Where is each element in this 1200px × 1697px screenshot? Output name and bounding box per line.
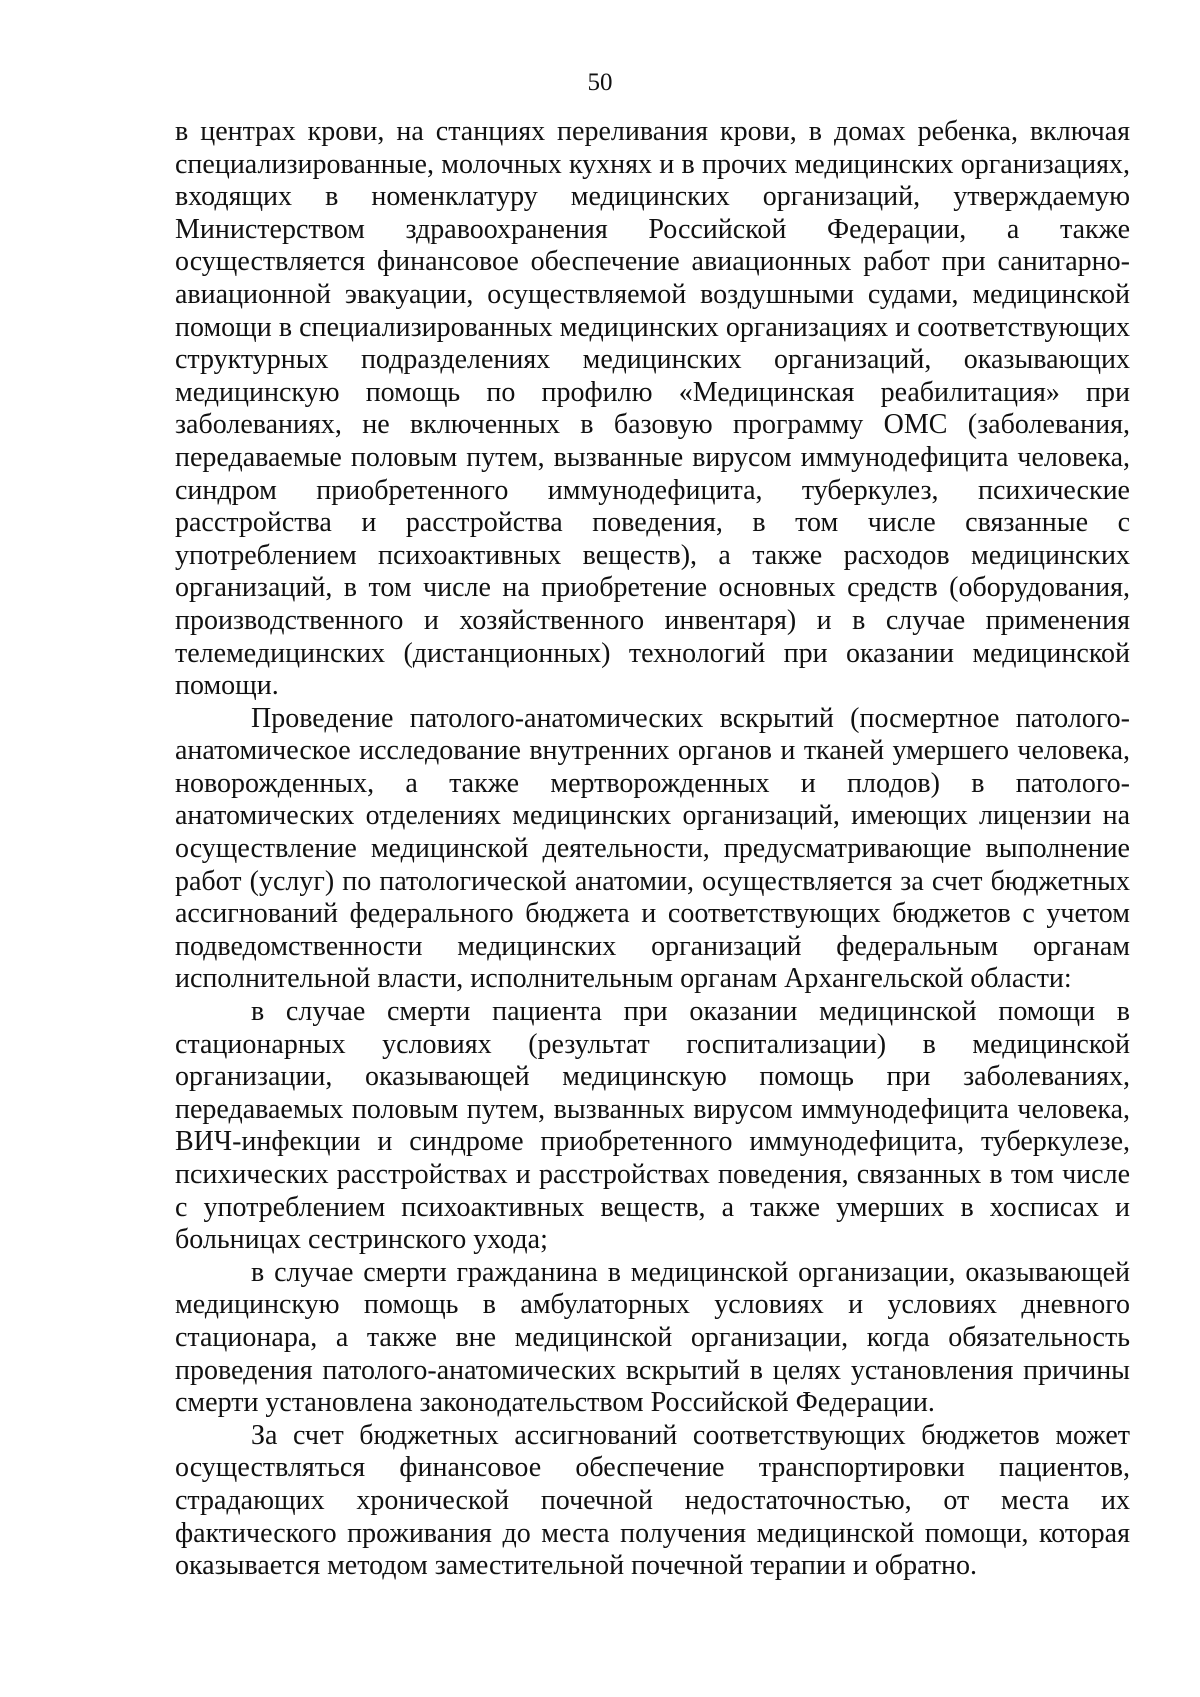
paragraph-dialysis-transport: За счет бюджетных ассигнований соответствующих бюджетов может осуществляться финансовое обеспечение транспортировки пациентов, страдающих хронической почечной недостаточностью, от места их фактического проживания до места получения медицинской помощи, которая оказывается методом заместительной почечной терапии и обратно. xyxy=(175,1419,1130,1582)
paragraph-financing-continuation: в центрах крови, на станциях переливания крови, в домах ребенка, включая специализированные, молочных кухнях и в прочих медицинских организациях, входящих в номенклатуру медицинских организаций, утверждаемую Министерством здравоохранения Российской Федерации, а также осуществляется финансовое обеспечение авиационных работ при санитарно-авиационной эвакуации, осуществляемой воздушными судами, медицинской помощи в специализированных медицинских организациях и соответствующих структурных подразделениях медицинских организаций, оказывающих медицинскую помощь по профилю «Медицинская реабилитация» при заболеваниях, не включенных в базовую программу ОМС (заболевания, передаваемые половым путем, вызванные вирусом иммунодефицита человека, синдром приобретенного иммунодефицита, туберкулез, психические расстройства и расстройства поведения, в том числе связанные с употреблением психоактивных веществ), а также расходов медицинских организаций, в том числе на приобретение основных средств (оборудования, производственного и хозяйственного инвентаря) и в случае применения телемедицинских (дистанционных) технологий при оказании медицинской помощи. xyxy=(175,116,1130,702)
document-body xyxy=(175,116,1130,1583)
paragraph-autopsy-financing: Проведение патолого-анатомических вскрытий (посмертное патолого-анатомическое исследование внутренних органов и тканей умершего человека, новорожденных, а также мертворожденных и плодов) в патолого-анатомических отделениях медицинских организаций, имеющих лицензии на осуществление медицинской деятельности, предусматривающие выполнение работ (услуг) по патологической анатомии, осуществляется за счет бюджетных ассигнований федерального бюджета и соответствующих бюджетов с учетом подведомственности медицинских организаций федеральным органам исполнительной власти, исполнительным органам Архангельской области: xyxy=(175,702,1130,995)
paragraph-death-outpatient: в случае смерти гражданина в медицинской организации, оказывающей медицинскую помощь в амбулаторных условиях и условиях дневного стационара, а также вне медицинской организации, когда обязательность проведения патолого-анатомических вскрытий в целях установления причины смерти установлена законодательством Российской Федерации. xyxy=(175,1256,1130,1419)
page-number: 50 xyxy=(587,69,613,96)
paragraph-death-inpatient: в случае смерти пациента при оказании медицинской помощи в стационарных условиях (результат госпитализации) в медицинской организации, оказывающей медицинскую помощь при заболеваниях, передаваемых половым путем, вызванных вирусом иммунодефицита человека, ВИЧ-инфекции и синдроме приобретенного иммунодефицита, туберкулезе, психических расстройствах и расстройствах поведения, связанных в том числе с употреблением психоактивных веществ, а также умерших в хосписах и больницах сестринского ухода; xyxy=(175,996,1130,1256)
